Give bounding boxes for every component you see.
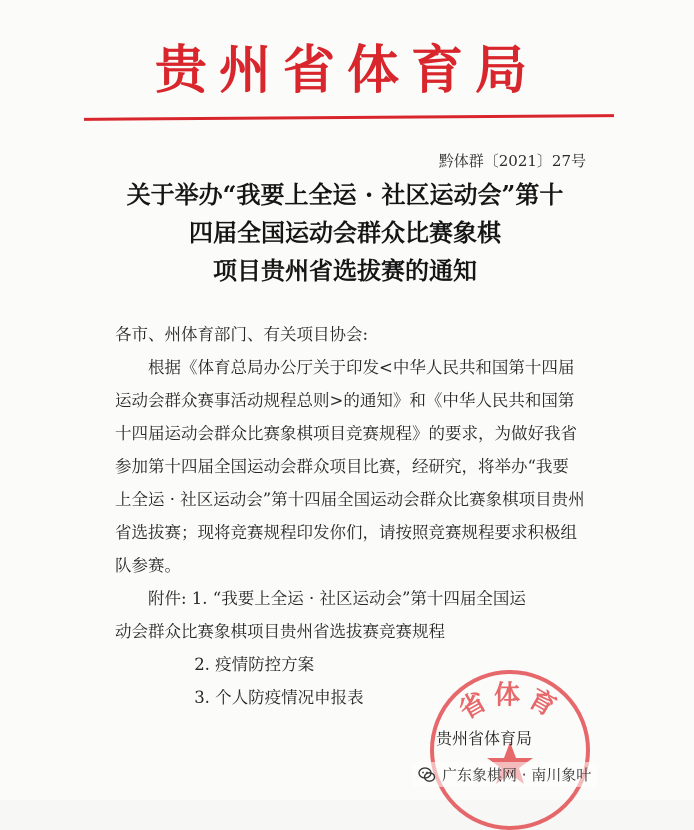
seal-text: 省体育: [454, 680, 566, 726]
document-title: [110, 176, 580, 290]
svg-text:省体育: [454, 681, 566, 726]
issuer-header: 贵州省体育局: [154, 41, 539, 101]
watermark-text: 广东象棋网 · 南川象叶: [442, 766, 592, 784]
wechat-icon: [418, 766, 436, 784]
title-line-2: 四届全国运动会群众比赛象棋: [189, 218, 501, 247]
sender-signature: 贵州省体育局: [436, 729, 533, 748]
salutation: 各市、州体育部门、有关项目协会:: [115, 325, 369, 344]
attachment-item-1: 附件: 1. “我要上全运 · 社区运动会”第十四届全国运: [148, 589, 526, 608]
main-paragraph: 根据《体育总局办公厅关于印发<中华人民共和国第十四届运动会群众赛事活动规程总则>的通知》和《中华人民共和国第十四届运动会群众比赛象棋项目竞赛规程》的要求，为做好我省参加第十四届全国运动会群众项目比赛，经研究，将举办“我要上全运 · 社区运动会”第十四届全国运动会群众比赛象棋项目贵州省选拔赛；现将竞赛规程印发你们，请按照竞赛规程要求积极组队参赛。: [115, 358, 585, 575]
title-line-3: 项目贵州省选拔赛的通知: [213, 256, 477, 285]
header-red-rule: [84, 114, 614, 121]
attachment-item-1-cont: 动会群众比赛象棋项目贵州省选拔赛竞赛规程: [115, 622, 445, 641]
attachment-item-2: 2. 疫情防控方案: [194, 655, 315, 674]
title-line-1: 关于举办“我要上全运 · 社区运动会”第十: [126, 180, 564, 209]
attachment-item-3: 3. 个人防疫情况申报表: [194, 688, 364, 707]
watermark: [412, 762, 597, 787]
document-number: 黔体群〔2021〕27号: [438, 152, 586, 170]
